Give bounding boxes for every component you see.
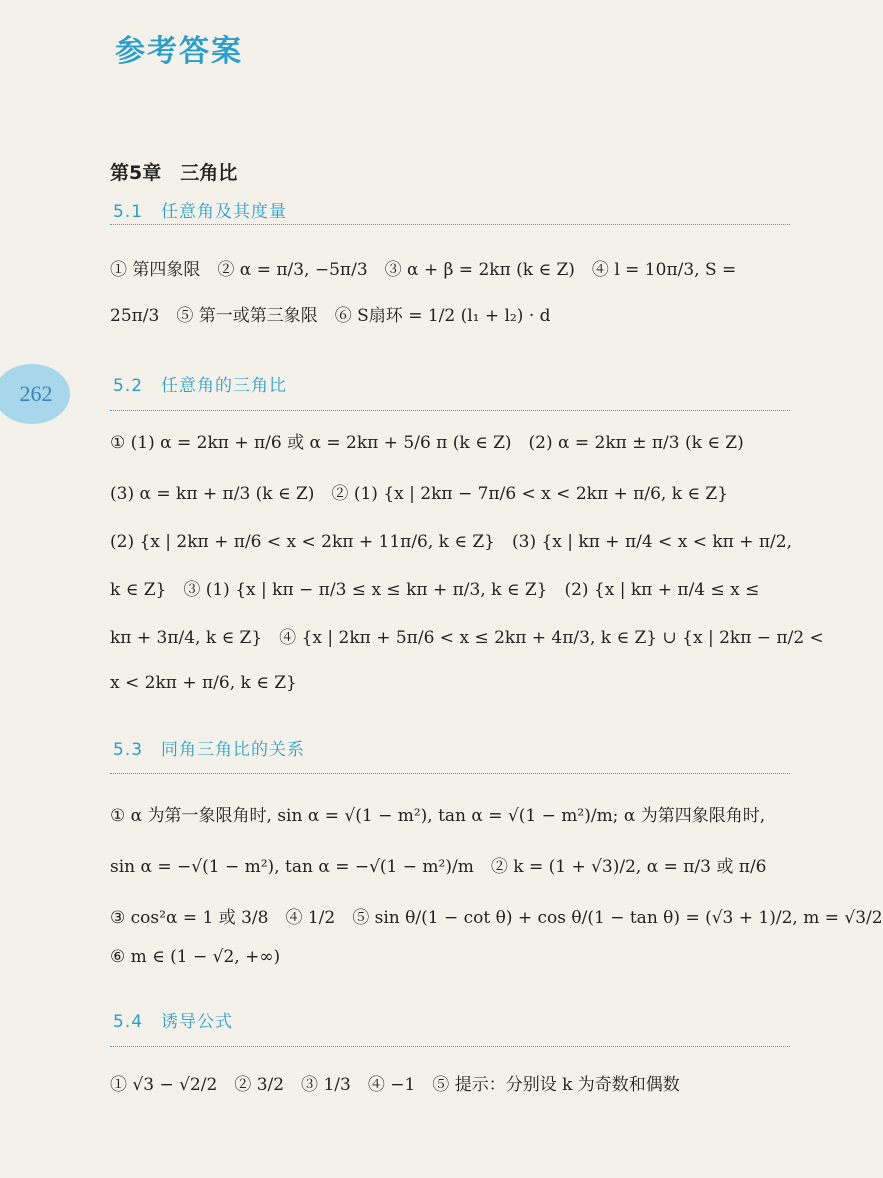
section-number: 5.1 <box>113 202 144 222</box>
divider <box>110 1046 790 1047</box>
section-title: 任意角的三角比 <box>161 376 288 396</box>
divider <box>110 773 790 774</box>
divider <box>110 410 790 411</box>
section-heading <box>113 197 287 222</box>
answer-line: 25π/3 ⑤ 第一或第三象限 ⑥ S扇环 = 1/2 (l₁ + l₂) · d <box>110 306 551 326</box>
answer-line: ① α 为第一象限角时, sin α = √(1 − m²), tan α = √(1 − m²)/m; α 为第四象限角时, <box>110 806 766 826</box>
answer-line: kπ + 3π/4, k ∈ Z} ④ {x | 2kπ + 5π/6 < x ≤ 2kπ + 4π/3, k ∈ Z} ∪ {x | 2kπ − π/2 < <box>110 628 824 648</box>
answer-line: (3) α = kπ + π/3 (k ∈ Z) ② (1) {x | 2kπ − 7π/6 < x < 2kπ + π/6, k ∈ Z} <box>110 484 729 504</box>
answer-line: sin α = −√(1 − m²), tan α = −√(1 − m²)/m ② k = (1 + √3)/2, α = π/3 或 π/6 <box>110 857 767 877</box>
section-number: 5.2 <box>113 376 144 396</box>
section-number: 5.4 <box>113 1012 144 1032</box>
answer-line: (2) {x | 2kπ + π/6 < x < 2kπ + 11π/6, k ∈ Z} (3) {x | kπ + π/4 < x < kπ + π/2, <box>110 532 792 552</box>
answer-line: ① √3 − √2/2 ② 3/2 ③ 1/3 ④ −1 ⑤ 提示：分别设 k 为奇数和偶数 <box>110 1075 680 1095</box>
chapter-heading: 第5章 三角比 <box>110 162 238 184</box>
section-title: 任意角及其度量 <box>161 202 288 222</box>
section-title: 诱导公式 <box>161 1012 234 1032</box>
section-heading <box>113 371 287 396</box>
answer-line: k ∈ Z} ③ (1) {x | kπ − π/3 ≤ x ≤ kπ + π/3, k ∈ Z} (2) {x | kπ + π/4 ≤ x ≤ <box>110 580 760 600</box>
section-heading <box>113 735 305 760</box>
page-title: 参考答案 <box>115 34 243 69</box>
answer-line: ① 第四象限 ② α = π/3, −5π/3 ③ α + β = 2kπ (k ∈ Z) ④ l = 10π/3, S = <box>110 260 737 280</box>
answer-line: ⑥ m ∈ (1 − √2, +∞) <box>110 947 281 967</box>
section-heading <box>113 1007 233 1032</box>
section-title: 同角三角比的关系 <box>161 740 306 760</box>
answer-line: x < 2kπ + π/6, k ∈ Z} <box>110 673 297 693</box>
answer-line: ③ cos²α = 1 或 3/8 ④ 1/2 ⑤ sin θ/(1 − cot θ) + cos θ/(1 − tan θ) = (√3 + 1)/2, m = √3/2 <box>110 908 883 928</box>
answer-line: ① (1) α = 2kπ + π/6 或 α = 2kπ + 5/6 π (k ∈ Z) (2) α = 2kπ ± π/3 (k ∈ Z) <box>110 433 744 453</box>
page-number: 262 <box>0 364 70 424</box>
section-number: 5.3 <box>113 740 144 760</box>
divider <box>110 224 790 225</box>
